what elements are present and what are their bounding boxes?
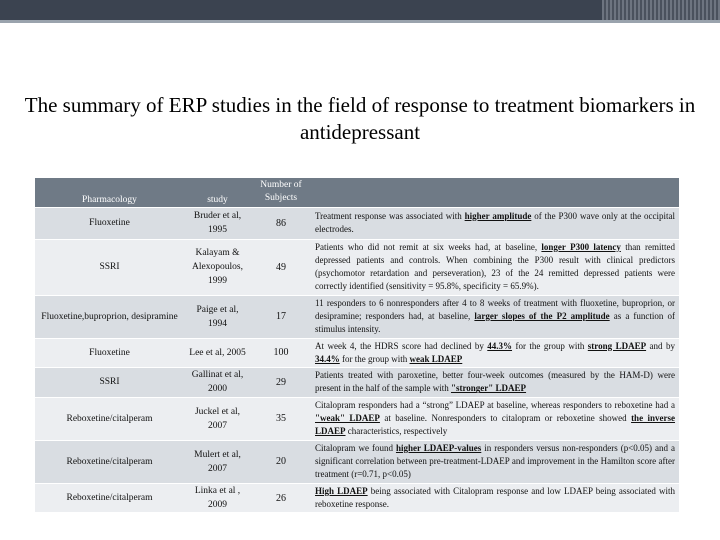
table-row [35,483,679,513]
cell-subjects: 49 [251,239,311,295]
emphasized-text: higher amplitude [464,210,532,221]
cell-pharmacology: Reboxetine/citalperam [35,397,184,440]
header-subjects: Number of Subjects [251,178,311,207]
header-study: study [184,178,251,207]
outcome-text: Citalopram responders had a “strong” LDAEP at baseline, whereas responders to reboxetine had a [315,399,675,410]
table-row [35,239,679,295]
cell-pharmacology: Reboxetine/citalperam [35,440,184,483]
outcome-text: being associated with Citalopram response and low LDAEP being associated with reboxetine response. [315,485,675,510]
cell-outcome [311,397,679,440]
cell-study: Bruder et al, 1995 [184,207,251,239]
emphasized-text: "stronger" LDAEP [450,383,527,394]
outcome-text: for the group with [512,340,588,351]
emphasized-text: 44.3% [487,340,513,351]
outcome-text: at baseline. Nonresponders to citalopram or reboxetine showed [379,413,632,424]
cell-study: Paige et al, 1994 [184,295,251,338]
cell-pharmacology: Reboxetine/citalperam [35,483,184,513]
cell-subjects: 100 [251,338,311,368]
cell-pharmacology: SSRI [35,239,184,295]
table-row [35,368,679,398]
table-row [35,207,679,239]
outcome-text: than remitted depressed patients and controls. When combining the P300 result with clinical predictors (psychomotor retardation and perseveration), 23 of the 24 remitted depressed patients were correctly identified (sensitivity = 95.8%, specificity = 65.9%). [315,241,675,292]
cell-outcome [311,207,679,239]
outcome-text: for the group with [339,353,410,364]
outcome-text: characteristics, respectively [345,426,448,437]
outcome-text: and by [646,340,675,351]
cell-study: Linka et al , 2009 [184,483,251,513]
outcome-text: Citalopram we found [315,442,396,453]
table-row [35,338,679,368]
emphasized-text: strong LDAEP [587,340,647,351]
outcome-text: At week 4, the HDRS score had declined by [315,340,488,351]
table-row [35,397,679,440]
table-header-row [35,178,679,207]
erp-studies-table [35,178,679,513]
cell-study: Juckel et al, 2007 [184,397,251,440]
cell-subjects: 20 [251,440,311,483]
cell-subjects: 29 [251,368,311,398]
emphasized-text: larger slopes of the P2 amplitude [474,310,610,321]
cell-outcome [311,368,679,398]
emphasized-text: High LDAEP [315,485,368,496]
cell-pharmacology: SSRI [35,368,184,398]
slide-top-bar-accent [602,0,720,20]
cell-pharmacology: Fluoxetine,buproprion, desipramine [35,295,184,338]
cell-subjects: 35 [251,397,311,440]
slide-sub-bar [0,20,720,23]
outcome-text: in responders versus non-responders (p<0.05) and a significant correlation between pre-treatment-LDAEP and improvement in the Hamilton score after treatment (r=0.71, p<0.05) [315,442,676,480]
cell-subjects: 86 [251,207,311,239]
cell-study: Lee et al, 2005 [184,338,251,368]
cell-pharmacology: Fluoxetine [35,338,184,368]
cell-outcome [311,440,679,483]
cell-pharmacology: Fluoxetine [35,207,184,239]
emphasized-text: the inverse LDAEP [315,413,675,437]
header-outcome [311,178,679,207]
cell-study: Gallinat et al, 2000 [184,368,251,398]
table-row [35,440,679,483]
emphasized-text: "weak" LDAEP [315,413,380,424]
cell-subjects: 17 [251,295,311,338]
emphasized-text: 34.4% [315,353,340,364]
outcome-text: Patients treated with paroxetine, better four-week outcomes (measured by the HAM-D) were present in the half of the sample with [315,370,675,394]
cell-study: Kalayam & Alexopoulos, 1999 [184,239,251,295]
cell-outcome [311,483,679,513]
table-row [35,295,679,338]
outcome-text: of the P300 wave only at the occipital electrodes. [315,210,676,234]
outcome-text: Treatment response was associated with [315,210,465,221]
cell-outcome [311,239,679,295]
outcome-text: 11 responders to 6 nonresponders after 4 to 8 weeks of treatment with fluoxetine, buproprion, or desipramine; responders had, at baseline, [315,297,675,321]
cell-study: Mulert et al, 2007 [184,440,251,483]
emphasized-text: longer P300 latency [541,241,621,252]
cell-outcome [311,295,679,338]
cell-subjects: 26 [251,483,311,513]
slide-title: The summary of ERP studies in the field of response to treatment biomarkers in antidepressant [24,93,696,144]
cell-outcome [311,338,679,368]
outcome-text: Patients who did not remit at six weeks had, at baseline, [315,241,542,252]
emphasized-text: weak LDAEP [409,353,463,364]
outcome-text: as a function of stimulus intensity. [315,310,676,335]
emphasized-text: higher LDAEP-values [395,442,482,453]
header-pharmacology: Pharmacology [35,178,184,207]
